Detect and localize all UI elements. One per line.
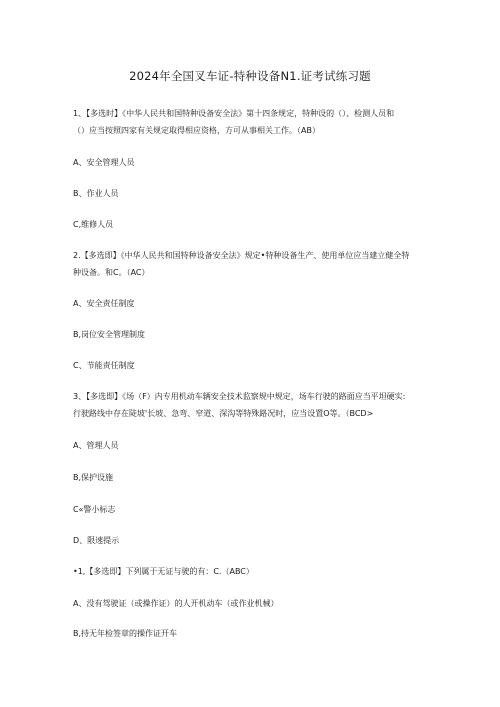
q2-text-line2: 种设备。和C。（AC） [73,268,150,277]
q3-option-d: D、限速提示 [73,536,120,545]
q2-text-line1: 2.【多选即】《中华人民共和国特种设备安全法》规定•特种设备生产、使用单位应当建立健全特 [73,251,410,260]
document-title: 2024年全国叉车证-特种设备N1.证考试练习题 [129,69,371,83]
q1-option-a: A、安全管理人员 [73,158,135,167]
q3-option-b: B,保护设施 [73,473,114,482]
q2-option-c: C、节能责任制度 [73,361,135,370]
q3-option-a: A、管理人员 [73,441,119,450]
q4-option-b: B,持无年检签章的操作证开车 [73,629,178,638]
q1-text-line2: （）应当按照四家有关规定取得相应资格，方可从事相关工作。（AB） [73,126,320,135]
q3-text-line1: 3、【多选即】《场（F）内专用机动车辆安全技术监察规中规定，场车行驶的路面应当平坦硬实: [73,392,406,401]
q4-text-line1: •1,【多选即】下列属于无证与驶的有：C.（ABC） [73,567,254,576]
q3-option-c: C«警小标志 [73,505,116,514]
q3-text-line2: 行驶路线中存在陡坡'长坡、急弯、窄道、深沟等特殊路况时，应当设置O等。（BCD> [73,409,374,418]
q2-option-b: B,岗位安全管理制度 [73,330,146,339]
q2-option-a: A、安全责任制度 [73,299,135,308]
q1-option-b: B、作业人员 [73,189,119,198]
q1-option-c: C,维修人员 [73,220,114,229]
q1-text-line1: 1、【多选时】《中华人民共和国特种设备安全法》第十四条规定，特种设的（）、检测人员和 [73,109,395,118]
q4-option-a: A、没有驾驶证（或操作证）的人开机动车（或作业机械） [73,599,279,608]
